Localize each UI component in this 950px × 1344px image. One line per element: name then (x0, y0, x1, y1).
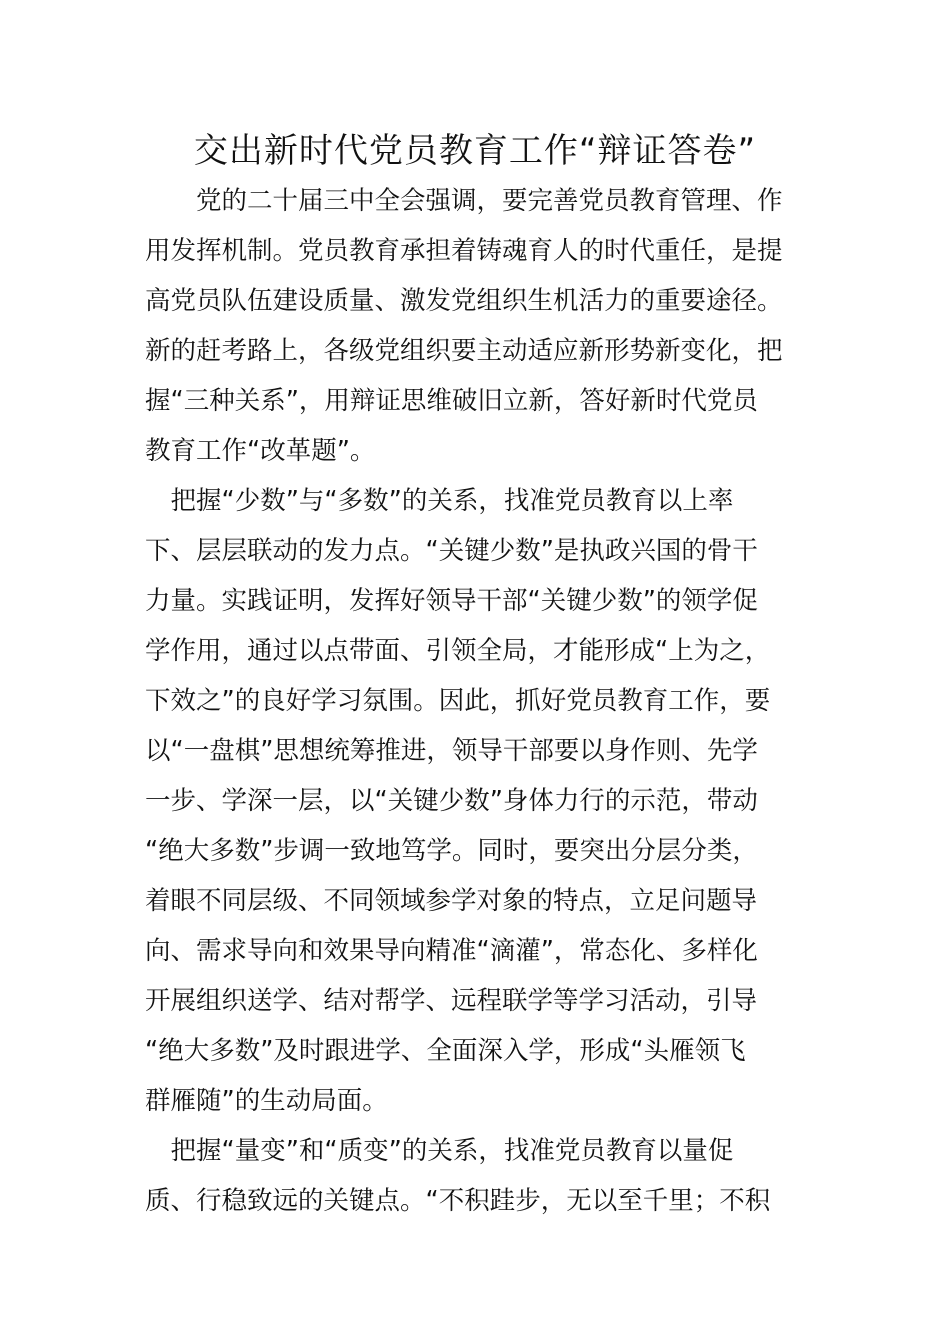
text-line: 群雁随”的生动局面。 (145, 1086, 388, 1116)
text-line: 向、需求导向和效果导向精准“滴灌”，常态化、多样化 (145, 936, 758, 966)
text-line: 握“三种关系”，用辩证思维破旧立新，答好新时代党员 (145, 386, 758, 416)
text-line: 一步、学深一层，以“关键少数”身体力行的示范，带动 (145, 786, 758, 816)
text-line: “绝大多数”及时跟进学、全面深入学，形成“头雁领飞 (145, 1036, 746, 1066)
text-line: “绝大多数”步调一致地笃学。同时，要突出分层分类， (145, 836, 758, 866)
text-line: 高党员队伍建设质量、激发党组织生机活力的重要途径。 (145, 286, 783, 316)
text-line: 力量。实践证明，发挥好领导干部“关键少数”的领学促 (145, 586, 758, 616)
text-line: 学作用，通过以点带面、引领全局，才能形成“上为之， (145, 636, 771, 666)
text-line: 着眼不同层级、不同领域参学对象的特点，立足问题导 (145, 886, 758, 916)
text-line: 下、层层联动的发力点。“关键少数”是执政兴国的骨干 (145, 536, 758, 566)
text-line: 质、行稳致远的关键点。“不积跬步，无以至千里；不积 (145, 1186, 771, 1216)
text-line: 党的二十届三中全会强调，要完善党员教育管理、作 (145, 186, 783, 216)
text-line: 把握“少数”与“多数”的关系，找准党员教育以上率 (145, 486, 734, 516)
text-line: 把握“量变”和“质变”的关系，找准党员教育以量促 (145, 1136, 734, 1166)
text-line: 用发挥机制。党员教育承担着铸魂育人的时代重任，是提 (145, 236, 783, 266)
text-line: 新的赶考路上，各级党组织要主动适应新形势新变化，把 (145, 336, 783, 366)
text-line: 开展组织送学、结对帮学、远程联学等学习活动，引导 (145, 986, 758, 1016)
text-line: 教育工作“改革题”。 (145, 436, 376, 466)
text-line: 下效之”的良好学习氛围。因此，抓好党员教育工作，要 (145, 686, 771, 716)
text-line: 以“一盘棋”思想统筹推进，领导干部要以身作则、先学 (145, 736, 758, 766)
document-title: 交出新时代党员教育工作“辩证答卷” (193, 131, 757, 171)
